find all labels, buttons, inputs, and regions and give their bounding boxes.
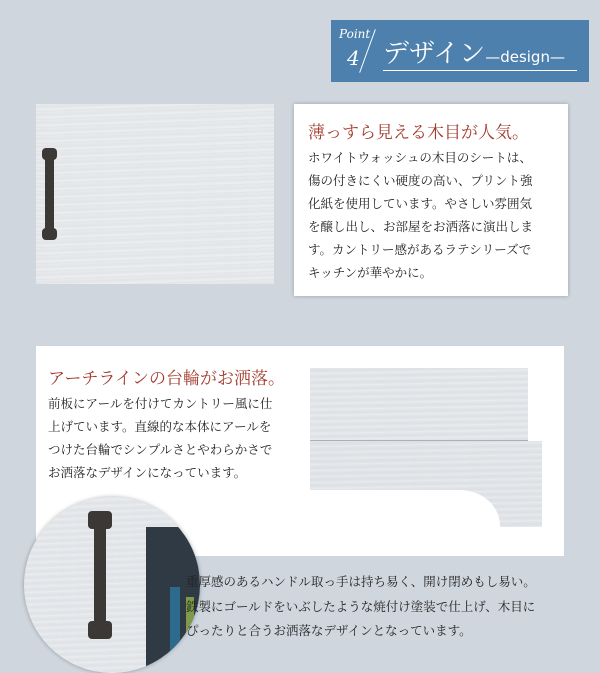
text-line: キッチンが華やかに。: [308, 265, 433, 280]
woodgrain-card: [294, 104, 568, 296]
text-line: ぴったりと合うお洒落なデザインとなっています。: [186, 623, 472, 638]
point-header: [331, 20, 589, 82]
text-line: 上げています。直線的な本体にアールを: [48, 419, 272, 434]
wood-door-photo: [36, 104, 274, 284]
page-title: [383, 33, 565, 70]
text-line: 傷の付きにくい硬度の高い、プリント強: [308, 173, 533, 188]
title-underline: [383, 70, 577, 71]
arch-cutout: [310, 490, 500, 530]
woodgrain-title: 薄っすら見える木目が人気。: [308, 123, 529, 143]
closeup-mount-bottom: [88, 621, 112, 639]
woodgrain-description: [308, 146, 558, 284]
handle-description: [186, 570, 590, 644]
door-handle: [45, 150, 54, 234]
text-line: 化紙を使用しています。やさしい雰囲気: [308, 196, 533, 211]
handle-mount-bottom: [42, 228, 57, 240]
handle-closeup-photo: [24, 497, 200, 673]
text-line: す。カントリー感があるラテシリーズで: [308, 242, 532, 257]
cabinet-front-photo: [310, 368, 528, 441]
point-label: Point: [339, 27, 371, 41]
page-title-text: デザイン: [383, 39, 486, 69]
book-shape: [170, 587, 180, 657]
handle-mount-top: [42, 148, 57, 160]
closeup-mount-top: [88, 511, 112, 529]
arch-description: [48, 392, 306, 484]
page-subtitle: —design—: [485, 48, 565, 66]
text-line: 重厚感のあるハンドル取っ手は持ち易く、開け閉めもし易い。: [186, 574, 536, 589]
point-number: 4: [347, 46, 360, 70]
text-line: お洒落なデザインになっています。: [48, 465, 247, 480]
text-line: つけた台輪でシンプルさとやわらかさで: [48, 442, 273, 457]
text-line: ホワイトウォッシュの木目のシートは、: [308, 150, 532, 165]
text-line: 前板にアールを付けてカントリー風に仕: [48, 396, 273, 411]
arch-title: アーチラインの台輪がお洒落。: [48, 369, 285, 389]
text-line: を醸し出し、お部屋をお洒落に演出しま: [308, 219, 534, 234]
text-line: 鉄製にゴールドをいぶしたような焼付け塗装で仕上げ、木目に: [186, 598, 536, 614]
